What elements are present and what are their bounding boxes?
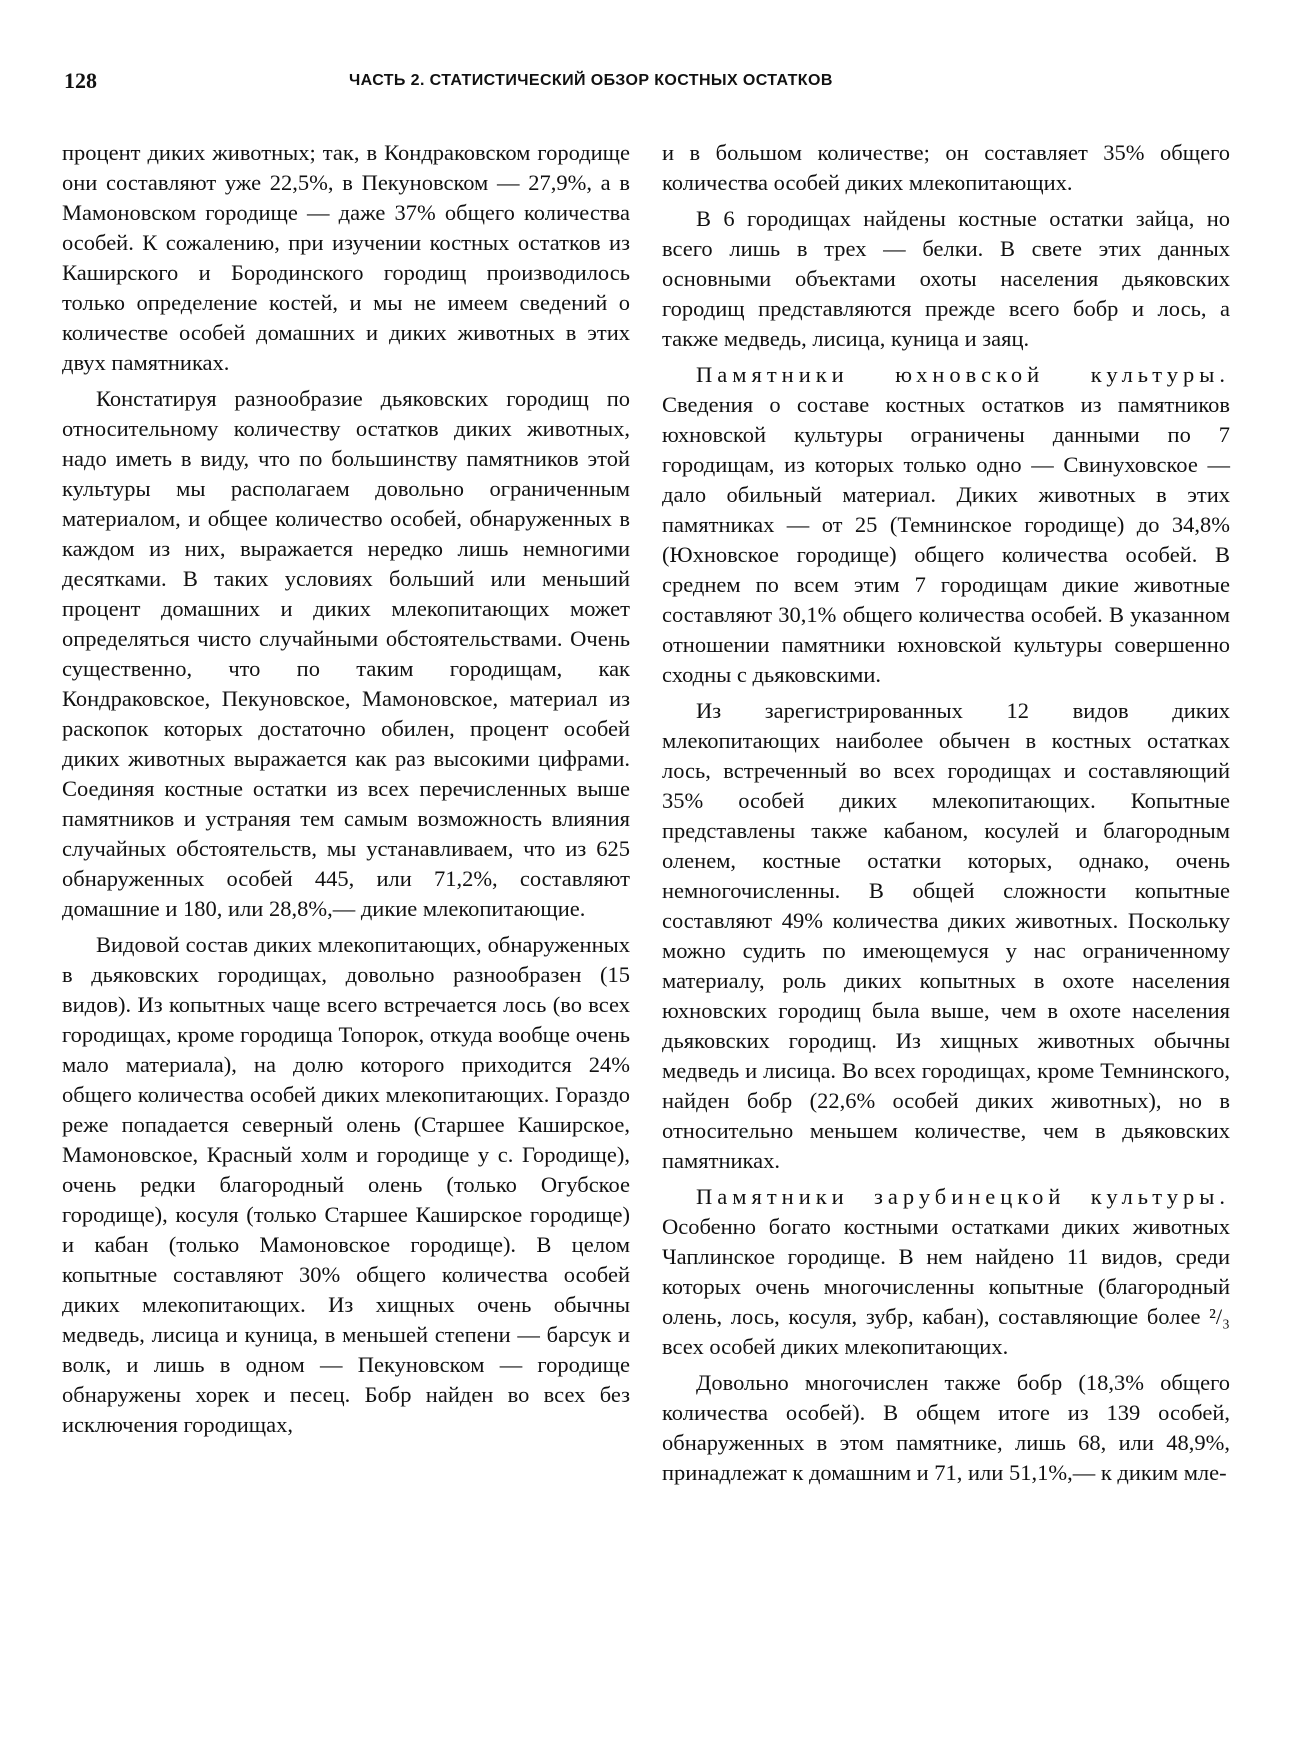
paragraph-text: Особенно богато костными остатками диких животных Чаплинское городище. В нем найдено 11 видов, среди которых очень многочисленны копытные (благородный олень, лось, косуля, зубр, кабан), составляющие более ²/₃ всех особей диких млекопитающих.: [662, 1214, 1230, 1359]
paragraph-text: Сведения о составе костных остатков из памятников юхновской культуры ограничены данными по 7 городищам, из которых только одно — Свинуховское — дало обильный материал. Диких животных в этих памятниках — от 25 (Темнинское городище) до 34,8% (Юхновское городище) общего количества особей. В среднем по всем этим 7 городищам дикие животные составляют 30,1% общего количества особей. В указанном отношении памятники юхновской культуры совершенно сходны с дьяковскими.: [662, 392, 1230, 687]
right-column: [662, 138, 1230, 1494]
section-heading: Памятники юхновской культуры.: [696, 362, 1230, 387]
paragraph: процент диких животных; так, в Кондраковском городище они составляют уже 22,5%, в Пекуновском — 27,9%, а в Мамоновском городище — даже 37% общего количества особей. К сожалению, при изучении костных остатков из Каширского и Бородинского городищ производилось только определение костей, и мы не имеем сведений о количестве особей домашних и диких животных в этих двух памятниках.: [62, 140, 630, 375]
paragraph: В 6 городищах найдены костные остатки зайца, но всего лишь в трех — белки. В свете этих данных основными объектами охоты населения дьяковских городищ представляются прежде всего бобр и лось, а также медведь, лисица, куница и заяц.: [662, 206, 1230, 351]
page-number: 128: [64, 68, 97, 93]
section-heading: Памятники зарубинецкой культуры.: [696, 1184, 1230, 1209]
paragraph: Видовой состав диких млекопитающих, обнаруженных в дьяковских городищах, довольно разнообразен (15 видов). Из копытных чаще всего встречается лось (во всех городищах, кроме городища Топорок, откуда вообще очень мало материала), на долю которого приходится 24% общего количества особей диких млекопитающих. Гораздо реже попадается северный олень (Старшее Каширское, Мамоновское, Красный холм и городище у с. Городище), очень редки благородный олень (только Огубское городище), косуля (только Старшее Каширское городище) и кабан (только Мамоновское городище). В целом копытные составляют 30% общего количества особей диких млекопитающих. Из хищных очень обычны медведь, лисица и куница, в меньшей степени — барсук и волк, и лишь в одном — Пекуновском — городище обнаружены хорек и песец. Бобр найден во всех без исключения городищах,: [62, 932, 630, 1437]
paragraph: Из зарегистрированных 12 видов диких млекопитающих наиболее обычен в костных остатках лось, встреченный во всех городищах и составляющий 35% особей диких млекопитающих. Копытные представлены также кабаном, косулей и благородным оленем, костные остатки которых, однако, очень немногочисленны. В общей сложности копытные составляют 49% количества диких животных. Поскольку можно судить по имеющемуся у нас ограниченному материалу, роль диких копытных в охоте населения юхновских городищ была выше, чем в охоте населения дьяковских городищ. Из хищных животных обычны медведь и лисица. Во всех городищах, кроме Темнинского, найден бобр (22,6% особей диких животных), но в относительно меньшем количестве, чем в дьяковских памятниках.: [662, 698, 1230, 1173]
paragraph: [662, 1182, 1230, 1362]
page-header: [64, 68, 1234, 108]
paragraph: Констатируя разнообразие дьяковских городищ по относительному количеству остатков диких животных, надо иметь в виду, что по большинству памятников этой культуры мы располагаем довольно ограниченным материалом, и общее количество особей, обнаруженных в каждом из них, выражается нередко лишь немногими десятками. В таких условиях больший или меньший процент домашних и диких млекопитающих может определяться чисто случайными обстоятельствами. Очень существенно, что по таким городищам, как Кондраковское, Пекуновское, Мамоновское, материал из раскопок которых достаточно обилен, процент особей диких животных выражается как раз высокими цифрами. Соединяя костные остатки из всех перечисленных выше памятников и устраняя тем самым возможность влияния случайных обстоятельств, мы устанавливаем, что из 625 обнаруженных особей 445, или 71,2%, составляют домашние и 180, или 28,8%,— дикие млекопитающие.: [62, 386, 630, 921]
running-title: ЧАСТЬ 2. СТАТИСТИЧЕСКИЙ ОБЗОР КОСТНЫХ ОСТАТКОВ: [349, 72, 833, 89]
paragraph: Довольно многочислен также бобр (18,3% общего количества особей). В общем итоге из 139 особей, обнаруженных в этом памятнике, лишь 68, или 48,9%, принадлежат к домашним и 71, или 51,1%,— к диким мле-: [662, 1370, 1230, 1485]
left-column: [62, 138, 630, 1446]
paragraph: и в большом количестве; он составляет 35% общего количества особей диких млекопитающих.: [662, 140, 1230, 195]
paragraph: [662, 360, 1230, 690]
